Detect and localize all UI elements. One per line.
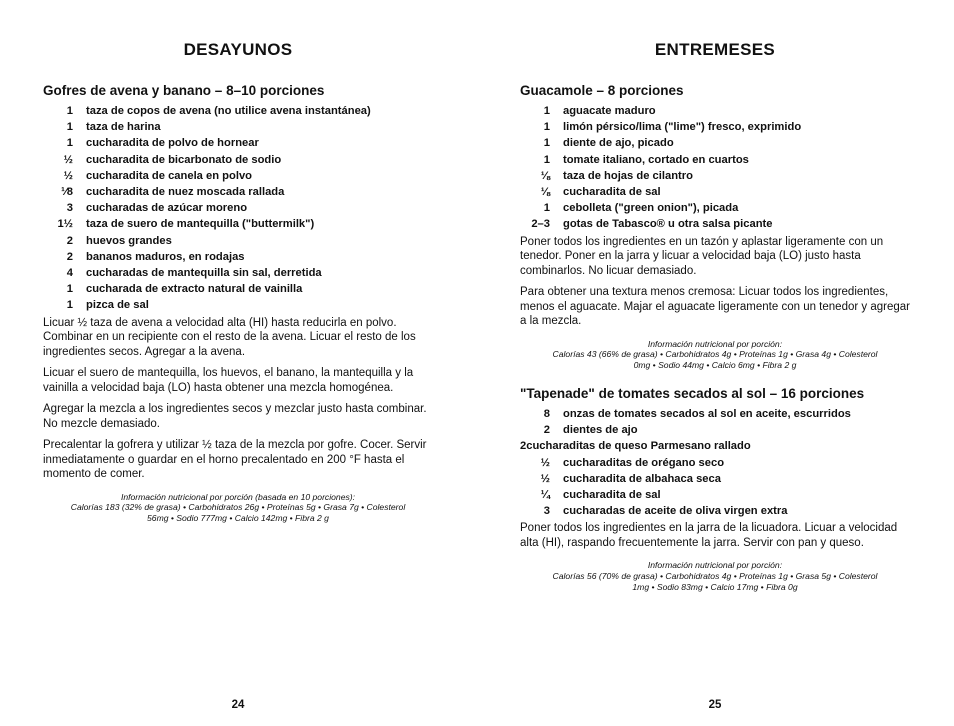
ingredient-qty: 2 [66, 250, 73, 263]
ingredient-qty: 1 [66, 137, 73, 150]
ingredient-text: limón pérsico/lima ("lime") fresco, exprimido [563, 121, 802, 134]
ingredient-qty: 1 [543, 202, 550, 215]
nutrition-info [43, 492, 433, 524]
instruction-paragraph: Licuar el suero de mantequilla, los huevos, el banano, la mantequilla y la vainilla a velocidad baja (LO) hasta obtener una mezcla homogénea. [43, 367, 414, 394]
ingredient-text: cucharadita de bicarbonato de sodio [86, 153, 282, 166]
ingredient-text: taza de harina [86, 121, 161, 134]
ingredient-qty: ½ [540, 456, 550, 469]
ingredient-qty: 2 [520, 440, 527, 453]
nutrition-line: Calorías 56 (70% de grasa) • Carbohidratos 4g • Proteínas 1g • Grasa 5g • Colesterol [552, 571, 878, 582]
ingredient-qty: ¼ [540, 489, 550, 502]
ingredient-text: pizca de sal [86, 299, 149, 312]
recipe-title: Gofres de avena y banano – 8–10 porciones [43, 83, 325, 98]
ingredient-text: cucharadita de nuez moscada rallada [86, 186, 285, 199]
nutrition-line: Calorías 43 (66% de grasa) • Carbohidratos 4g • Proteínas 1g • Grasa 4g • Colesterol [552, 349, 878, 360]
ingredient-row [43, 265, 433, 281]
ingredient-qty: 2 [66, 234, 73, 247]
ingredient-row [520, 152, 910, 168]
ingredient-row [520, 200, 910, 216]
ingredient-text: cebolleta ("green onion"), picada [563, 202, 739, 215]
ingredient-row [43, 281, 433, 297]
ingredient-qty: 1 [66, 299, 73, 312]
ingredient-row [43, 152, 433, 168]
page-number: 24 [231, 699, 245, 711]
ingredient-row [520, 422, 910, 438]
ingredient-list [43, 103, 433, 314]
ingredient-qty: 1 [543, 105, 550, 117]
ingredient-row [43, 119, 433, 135]
spacer [520, 371, 910, 385]
ingredient-text: diente de ajo, picado [563, 137, 674, 150]
ingredient-text: cucharaditas de orégano seco [563, 456, 725, 469]
ingredient-text: cucharadas de aceite de oliva virgen extra [563, 505, 788, 518]
instruction-paragraph: Poner todos los ingredientes en un tazón y aplastar ligeramente con un tenedor. Poner en la jarra y licuar a velocidad baja (LO) justo hasta combinarlos. No licuar demasiado. [520, 235, 884, 277]
ingredient-row [43, 216, 433, 232]
recipe-guacamole [520, 82, 910, 371]
ingredient-qty: ½ [63, 153, 73, 166]
ingredient-row [520, 406, 910, 422]
nutrition-line: Calorías 183 (32% de grasa) • Carbohidratos 26g • Proteínas 5g • Grasa 7g • Colesterol [70, 502, 406, 513]
ingredient-row [43, 297, 433, 313]
ingredient-row [43, 249, 433, 265]
page-number: 25 [708, 699, 722, 711]
ingredient-row [520, 471, 910, 487]
ingredient-qty: 3 [543, 505, 550, 518]
ingredient-row [520, 135, 910, 151]
ingredient-list [520, 406, 910, 519]
ingredient-text: taza de hojas de cilantro [563, 169, 693, 182]
ingredient-text: cucharadita de canela en polvo [86, 169, 253, 182]
ingredient-text: taza de suero de mantequilla ("buttermilk") [86, 218, 315, 231]
nutrition-line: 0mg • Sodio 44mg • Calcio 6mg • Fibra 2 g [633, 360, 797, 371]
ingredient-text: dientes de ajo [563, 424, 638, 437]
ingredient-text: cucharadas de mantequilla sin sal, derretida [86, 267, 322, 280]
ingredient-qty: 2–3 [531, 218, 550, 231]
nutrition-heading: Información nutricional por porción: [647, 338, 783, 349]
instruction-paragraph: Para obtener una textura menos cremosa: Licuar todos los ingredientes, menos el aguacate. Majar el aguacate ligeramente con un tenedor y agregar a la mezcla. [520, 286, 910, 328]
recipe-gofres [43, 82, 433, 524]
ingredient-row [43, 233, 433, 249]
ingredient-row [520, 438, 910, 454]
ingredient-list [520, 103, 910, 233]
ingredient-text: huevos grandes [86, 234, 172, 247]
ingredient-text: cucharadita de albahaca seca [563, 472, 721, 485]
instruction-paragraph: Precalentar la gofrera y utilizar ½ taza de la mezcla por gofre. Cocer. Servir inmediatamente o guardar en el horno precalentado en 200 °F hasta el momento de comer. [43, 439, 427, 481]
ingredient-row [520, 216, 910, 232]
ingredient-row [520, 168, 910, 184]
ingredient-row [43, 103, 433, 119]
ingredient-row [520, 455, 910, 471]
ingredient-qty: 2 [543, 424, 550, 437]
ingredient-text: onzas de tomates secados al sol en aceite, escurridos [563, 408, 851, 421]
ingredient-text: tomate italiano, cortado en cuartos [563, 153, 749, 166]
right-content [520, 82, 910, 593]
right-page [520, 0, 910, 726]
ingredient-text: aguacate maduro [563, 105, 656, 117]
ingredient-row [520, 503, 910, 519]
ingredient-qty: 8 [543, 408, 550, 421]
ingredient-text: bananos maduros, en rodajas [86, 250, 245, 263]
section-title-desayunos: DESAYUNOS [183, 40, 293, 59]
ingredient-qty: 1 [543, 137, 550, 150]
ingredient-qty: 1 [543, 153, 550, 166]
instruction-paragraph: Licuar ½ taza de avena a velocidad alta (HI) hasta reducirla en polvo. Combinar en un recipiente con el resto de la avena. Licuar el resto de los ingredientes secos. Agregar a la avena. [43, 316, 416, 358]
ingredient-text: gotas de Tabasco® u otra salsa picante [563, 218, 773, 231]
ingredient-qty: ⅛ [540, 169, 550, 182]
ingredient-row [520, 184, 910, 200]
ingredient-text: cucharadita de sal [563, 489, 661, 502]
ingredient-qty: 1 [66, 121, 73, 134]
ingredient-text: cucharaditas de queso Parmesano rallado [526, 440, 751, 453]
ingredient-qty: 3 [66, 202, 73, 215]
nutrition-info [520, 560, 910, 592]
ingredient-qty: 4 [66, 267, 73, 280]
ingredient-qty: ¹⁄8 [61, 186, 73, 199]
nutrition-heading: Información nutricional por porción: [647, 560, 783, 571]
ingredient-text: cucharadas de azúcar moreno [86, 202, 248, 215]
ingredient-row [520, 119, 910, 135]
ingredient-row [43, 200, 433, 216]
recipe-title: Guacamole – 8 porciones [520, 83, 684, 98]
instruction-paragraph: Poner todos los ingredientes en la jarra de la licuadora. Licuar a velocidad alta (HI), raspando frecuentemente la jarra. Servir con pan y queso. [520, 522, 898, 549]
left-page [43, 0, 433, 726]
ingredient-text: cucharadita de polvo de hornear [86, 137, 259, 150]
ingredient-text: cucharada de extracto natural de vainilla [86, 283, 303, 296]
ingredient-qty: ½ [540, 472, 550, 485]
ingredient-qty: 1½ [57, 218, 73, 231]
instruction-paragraph: Agregar la mezcla a los ingredientes secos y mezclar justo hasta combinar. No mezcle demasiado. [43, 403, 427, 430]
ingredient-text: cucharadita de sal [563, 186, 661, 199]
ingredient-text: taza de copos de avena (no utilice avena instantánea) [86, 105, 371, 117]
ingredient-row [520, 487, 910, 503]
ingredient-qty: 1 [543, 121, 550, 134]
recipe-title: "Tapenade" de tomates secados al sol – 16 porciones [520, 386, 865, 402]
ingredient-qty: ⅛ [540, 186, 550, 199]
nutrition-heading: Información nutricional por porción (basada en 10 porciones): [120, 491, 356, 502]
recipe-tapenade [520, 385, 910, 593]
ingredient-qty: ½ [63, 169, 73, 182]
ingredient-row [43, 168, 433, 184]
ingredient-row [43, 184, 433, 200]
nutrition-line: 56mg • Sodio 777mg • Calcio 142mg • Fibra 2 g [147, 513, 329, 524]
nutrition-info [520, 339, 910, 371]
ingredient-row [520, 103, 910, 119]
nutrition-line: 1mg • Sodio 83mg • Calcio 17mg • Fibra 0g [632, 582, 798, 593]
ingredient-qty: 1 [66, 105, 73, 117]
ingredient-row [43, 135, 433, 151]
section-title-entremeses: ENTREMESES [654, 40, 776, 59]
ingredient-qty: 1 [66, 283, 73, 296]
